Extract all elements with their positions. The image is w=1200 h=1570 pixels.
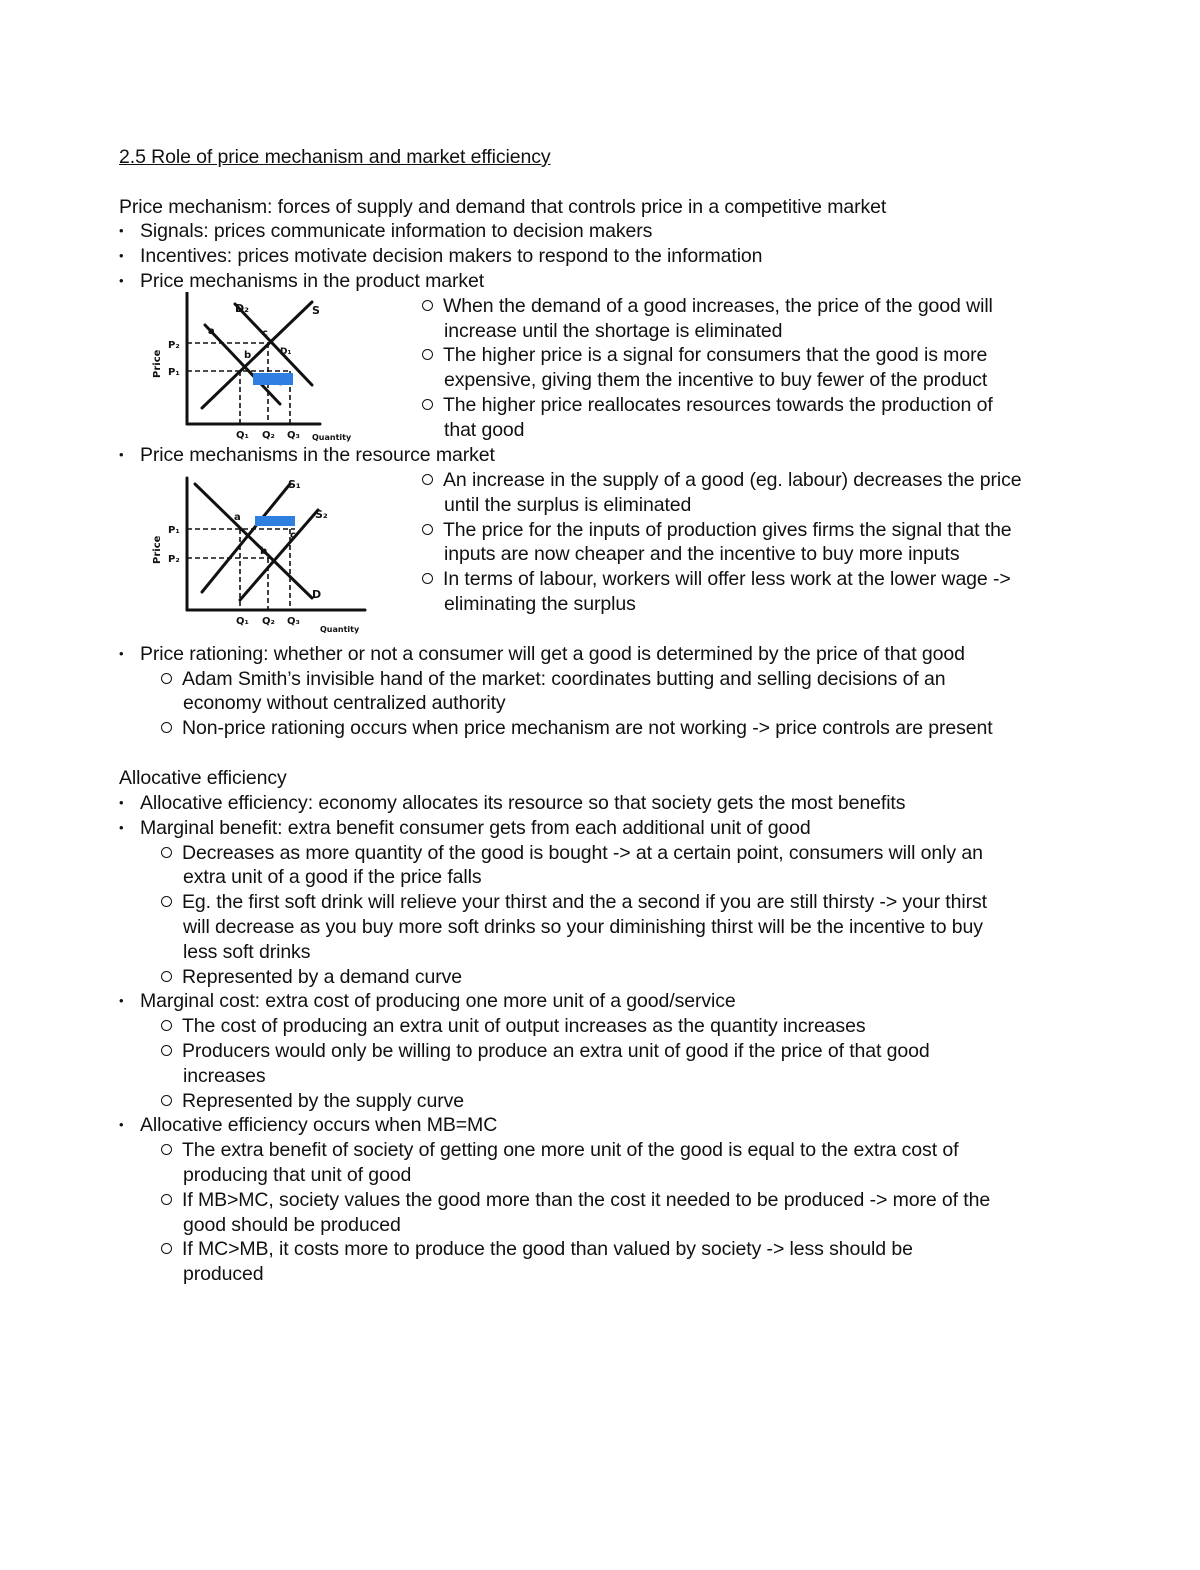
list-item: • Allocative efficiency occurs when MB=MC <box>119 1114 498 1136</box>
circle-bullet-icon <box>161 1020 172 1031</box>
circle-bullet-icon <box>422 349 433 360</box>
label-s2: S₂ <box>315 508 328 521</box>
list-item: The cost of producing an extra unit of output increases as the quantity increases <box>161 1014 865 1038</box>
label-b: b <box>260 546 268 557</box>
bullet-icon: • <box>119 795 124 810</box>
list-item: When the demand of a good increases, the price of the good will <box>422 294 993 318</box>
circle-bullet-icon <box>161 896 172 907</box>
bullet-icon: • <box>119 223 124 238</box>
label-p2: P₂ <box>168 340 180 351</box>
list-item: In terms of labour, workers will offer less work at the lower wage -> <box>422 567 1011 591</box>
list-item: The price for the inputs of production gives firms the signal that the <box>422 518 1012 542</box>
circle-bullet-icon <box>161 847 172 858</box>
label-q3: Q₃ <box>287 616 300 627</box>
label-y-axis: Price <box>152 535 163 564</box>
label-q3: Q₃ <box>287 430 300 441</box>
list-item-continuation: that good <box>444 419 525 441</box>
circle-bullet-icon <box>161 1095 172 1106</box>
list-item: • Allocative efficiency: economy allocates its resource so that society gets the most benefits <box>119 792 906 814</box>
bullet-icon: • <box>119 820 124 835</box>
label-s: S <box>312 304 320 317</box>
label-x-axis: Quantity <box>320 625 360 634</box>
circle-bullet-icon <box>161 971 172 982</box>
list-item: The extra benefit of society of getting one more unit of the good is equal to the extra cost of <box>161 1138 958 1162</box>
list-item-continuation: will decrease as you buy more soft drinks so your diminishing thirst will be the incentive to buy <box>183 916 983 938</box>
bullet-icon: • <box>119 248 124 263</box>
label-q2: Q₂ <box>262 616 275 627</box>
label-y-axis: Price <box>152 349 163 378</box>
list-item-continuation: eliminating the surplus <box>444 593 636 615</box>
circle-bullet-icon <box>161 1243 172 1254</box>
bullet-icon: • <box>119 447 124 462</box>
label-d2: D₂ <box>235 302 249 315</box>
label-d: D <box>312 588 322 601</box>
label-q2: Q₂ <box>262 430 275 441</box>
list-item: The higher price is a signal for consumers that the good is more <box>422 343 987 367</box>
section-heading-allocative: Allocative efficiency <box>119 767 287 789</box>
list-item-continuation: less soft drinks <box>183 941 311 963</box>
label-p1: P₁ <box>168 525 180 536</box>
list-item-continuation: inputs are now cheaper and the incentive to buy more inputs <box>444 543 960 565</box>
demand-curve-d2 <box>235 304 312 385</box>
label-p2: P₂ <box>168 554 180 565</box>
list-item-continuation: economy without centralized authority <box>183 692 506 714</box>
circle-bullet-icon <box>422 399 433 410</box>
bullet-icon: • <box>119 993 124 1008</box>
circle-bullet-icon <box>161 1144 172 1155</box>
list-item: Adam Smith’s invisible hand of the market: coordinates butting and selling decisions of an <box>161 667 946 691</box>
list-item: Producers would only be willing to produce an extra unit of good if the price of that good <box>161 1039 930 1063</box>
bullet-icon: • <box>119 646 124 661</box>
list-item: If MC>MB, it costs more to produce the good than valued by society -> less should be <box>161 1237 913 1261</box>
circle-bullet-icon <box>422 474 433 485</box>
label-shortage: shortage <box>253 378 289 386</box>
label-q1: Q₁ <box>236 616 249 627</box>
circle-bullet-icon <box>422 573 433 584</box>
supply-curve-s1 <box>202 484 290 592</box>
list-item-continuation: good should be produced <box>183 1214 401 1236</box>
list-item: Represented by the supply curve <box>161 1089 464 1113</box>
list-item-continuation: produced <box>183 1263 264 1285</box>
label-surplus: surplus <box>256 518 286 526</box>
supply-curve <box>202 302 312 408</box>
label-d1: D₁ <box>280 347 292 357</box>
list-item: If MB>MC, society values the good more than the cost it needed to be produced -> more of the <box>161 1188 990 1212</box>
bullet-icon: • <box>119 273 124 288</box>
label-q1: Q₁ <box>236 430 249 441</box>
circle-bullet-icon <box>422 524 433 535</box>
list-item-continuation: producing that unit of good <box>183 1164 412 1186</box>
label-s1: S₁ <box>288 478 301 491</box>
label-a: a <box>208 326 215 337</box>
list-item: • Signals: prices communicate information to decision makers <box>119 220 653 242</box>
list-item: • Price mechanisms in the product market <box>119 270 485 292</box>
product-market-diagram <box>140 292 380 452</box>
label-c: c <box>262 328 268 339</box>
list-item: • Price rationing: whether or not a consumer will get a good is determined by the price of that good <box>119 643 965 665</box>
page-title: 2.5 Role of price mechanism and market efficiency <box>119 146 551 168</box>
label-a: a <box>234 512 241 523</box>
price-mechanism-definition: Price mechanism: forces of supply and demand that controls price in a competitive market <box>119 196 887 218</box>
list-item-continuation: increases <box>183 1065 266 1087</box>
label-c: c <box>290 530 296 541</box>
list-item: • Incentives: prices motivate decision makers to respond to the information <box>119 245 763 267</box>
list-item: An increase in the supply of a good (eg. labour) decreases the price <box>422 468 1022 492</box>
list-item-continuation: until the surplus is eliminated <box>444 494 692 516</box>
bullet-icon: • <box>119 1117 124 1132</box>
list-item: Eg. the first soft drink will relieve your thirst and the a second if you are still thirsty -> your thirst <box>161 890 987 914</box>
list-item: Non-price rationing occurs when price mechanism are not working -> price controls are present <box>161 716 993 740</box>
circle-bullet-icon <box>161 1194 172 1205</box>
circle-bullet-icon <box>422 300 433 311</box>
label-b: b <box>244 350 252 361</box>
list-item: Represented by a demand curve <box>161 965 462 989</box>
circle-bullet-icon <box>161 673 172 684</box>
list-item: Decreases as more quantity of the good is bought -> at a certain point, consumers will only an <box>161 841 983 865</box>
circle-bullet-icon <box>161 722 172 733</box>
list-item: • Marginal benefit: extra benefit consumer gets from each additional unit of good <box>119 817 811 839</box>
list-item-continuation: expensive, giving them the incentive to buy fewer of the product <box>444 369 988 391</box>
label-p1: P₁ <box>168 367 180 378</box>
list-item-continuation: extra unit of a good if the price falls <box>183 866 482 888</box>
circle-bullet-icon <box>161 1045 172 1056</box>
label-x-axis: Quantity <box>312 433 352 442</box>
list-item: • Marginal cost: extra cost of producing one more unit of a good/service <box>119 990 736 1012</box>
list-item: The higher price reallocates resources towards the production of <box>422 393 993 417</box>
list-item: • Price mechanisms in the resource market <box>119 444 495 466</box>
resource-market-diagram <box>140 472 390 642</box>
list-item-continuation: increase until the shortage is eliminated <box>444 320 783 342</box>
